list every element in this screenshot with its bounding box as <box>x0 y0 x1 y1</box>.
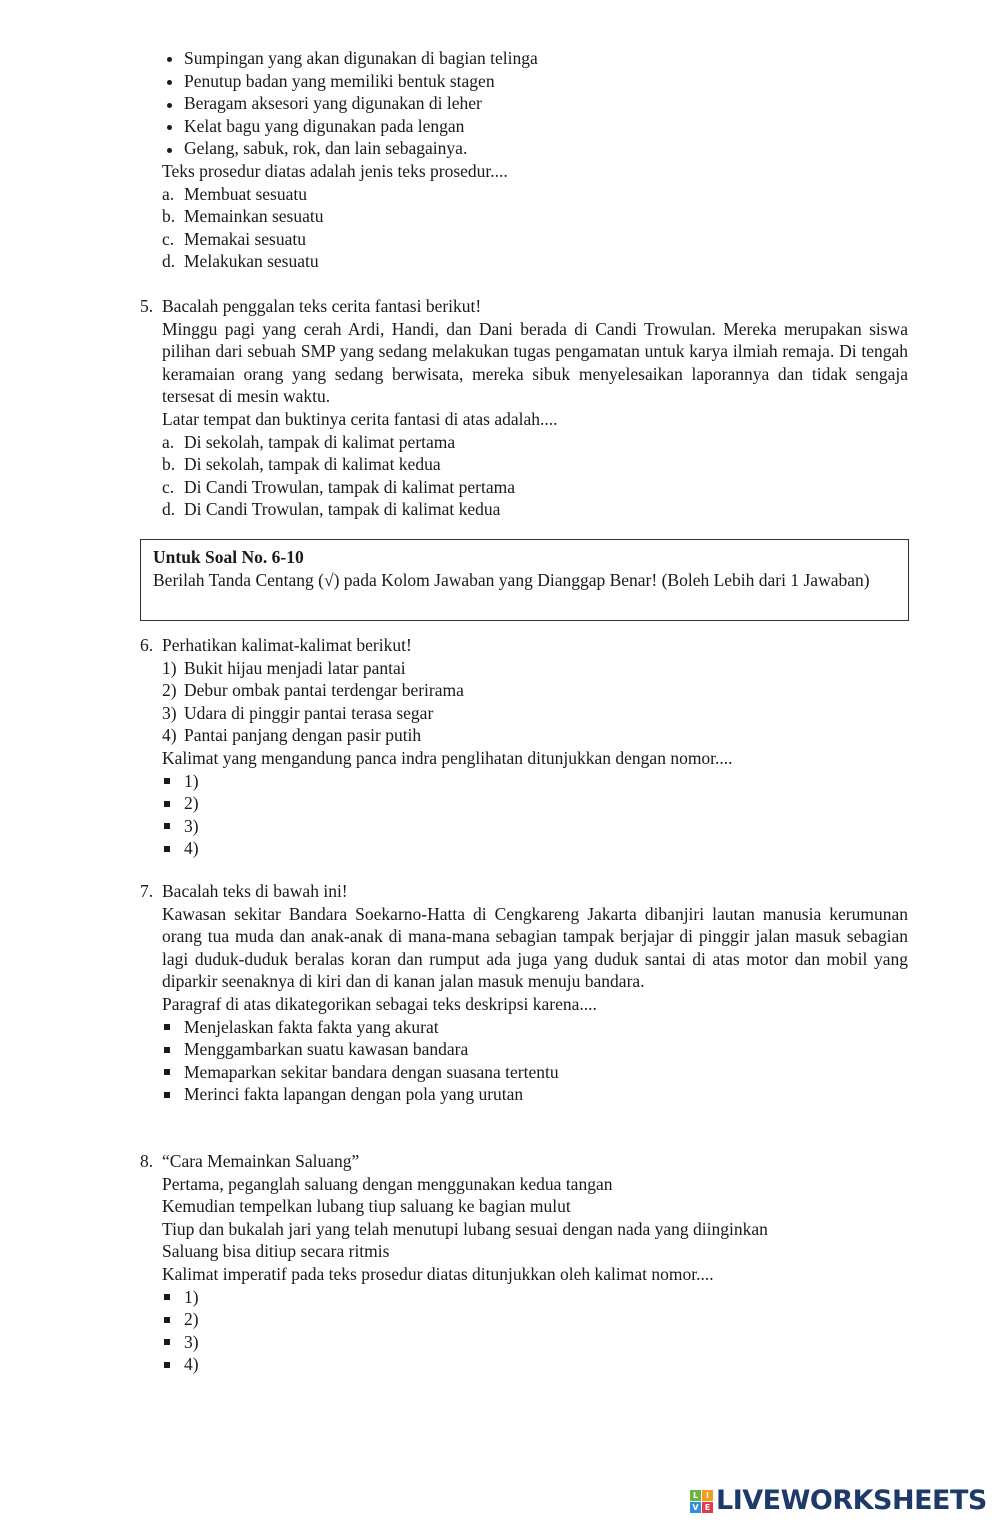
square-bullet-icon <box>162 1083 184 1106</box>
instruction-box <box>140 539 909 621</box>
square-bullet-icon <box>162 815 184 838</box>
bullet-dot-icon <box>162 92 184 115</box>
sentence-item: 4) Pantai panjang dengan pasir putih <box>162 725 422 746</box>
instruction-title: Untuk Soal No. 6-10 <box>153 547 304 567</box>
procedure-step: Pertama, peganglah saluang dengan menggunakan kedua tangan <box>162 1173 613 1194</box>
bullet-dot-icon <box>162 70 184 93</box>
sentence-item: 1) Bukit hijau menjadi latar pantai <box>162 657 406 678</box>
question-text: Kalimat imperatif pada teks prosedur diatas ditunjukkan oleh kalimat nomor.... <box>162 1263 714 1284</box>
square-bullet-icon <box>162 1061 184 1084</box>
answer-option-d[interactable]: d. Melakukan sesuatu <box>162 251 319 272</box>
question-6 <box>140 634 908 860</box>
question-prompt: 8. “Cara Memainkan Saluang” <box>140 1151 360 1171</box>
square-bullet-icon <box>162 792 184 815</box>
checkbox-option-4[interactable]: 4) <box>140 837 908 860</box>
checkbox-option-3[interactable]: 3) <box>140 815 908 838</box>
brand-name: LIVEWORKSHEETS <box>716 1485 987 1517</box>
bullet-dot-icon <box>162 47 184 70</box>
square-bullet-icon <box>162 1038 184 1061</box>
checkbox-option-4[interactable]: Merinci fakta lapangan dengan pola yang urutan <box>140 1083 908 1106</box>
answer-option-d[interactable]: d. Di Candi Trowulan, tampak di kalimat kedua <box>162 499 501 520</box>
answer-option-c[interactable]: c. Di Candi Trowulan, tampak di kalimat pertama <box>162 476 515 497</box>
passage: Kawasan sekitar Bandara Soekarno-Hatta di Cengkareng Jakarta dibanjiri lautan manusia kerumunan orang tua muda dan anak-anak di mana-mana sebagian tampak berjajar di pinggir jalan masuk sebagian lagi duduk-duduk beralas koran dan rumput ada juga yang duduk santai di atas motor dan mobil yang diparkir seenaknya di kiri dan di kanan jalan masuk menuju bandara. <box>162 903 908 992</box>
answer-option-b[interactable]: b. Memainkan sesuatu <box>162 206 324 227</box>
question-text: Kalimat yang mengandung panca indra penglihatan ditunjukkan dengan nomor.... <box>162 747 733 768</box>
answer-option-a[interactable]: a. Di sekolah, tampak di kalimat pertama <box>162 431 456 452</box>
bullet-item: Sumpingan yang akan digunakan di bagian telinga <box>140 47 908 70</box>
square-bullet-icon <box>162 1353 184 1376</box>
sentence-item: 2) Debur ombak pantai terdengar berirama <box>162 680 464 701</box>
bullet-dot-icon <box>162 137 184 160</box>
procedure-step: Saluang bisa ditiup secara ritmis <box>162 1241 390 1262</box>
question-prompt: 7. Bacalah teks di bawah ini! <box>140 881 348 901</box>
bullet-item: Kelat bagu yang digunakan pada lengan <box>140 115 908 138</box>
square-bullet-icon <box>162 1308 184 1331</box>
bullet-item: Penutup badan yang memiliki bentuk stagen <box>140 70 908 93</box>
square-bullet-icon <box>162 837 184 860</box>
checkbox-option-2[interactable]: 2) <box>140 792 908 815</box>
checkbox-option-2[interactable]: Menggambarkan suatu kawasan bandara <box>140 1038 908 1061</box>
checkbox-option-1[interactable]: Menjelaskan fakta fakta yang akurat <box>140 1016 908 1039</box>
question-text: Latar tempat dan buktinya cerita fantasi di atas adalah.... <box>162 408 558 429</box>
bullet-item: Beragam aksesori yang digunakan di leher <box>140 92 908 115</box>
answer-option-b[interactable]: b. Di sekolah, tampak di kalimat kedua <box>162 454 441 475</box>
square-bullet-icon <box>162 1286 184 1309</box>
procedure-step: Tiup dan bukalah jari yang telah menutupi lubang sesuai dengan nada yang diinginkan <box>162 1218 768 1239</box>
live-grid-icon: L I V E <box>690 1490 713 1513</box>
sentence-item: 3) Udara di pinggir pantai terasa segar <box>162 702 434 723</box>
checkbox-option-1[interactable]: 1) <box>140 1286 908 1309</box>
checkbox-option-3[interactable]: Memaparkan sekitar bandara dengan suasana tertentu <box>140 1061 908 1084</box>
bullet-dot-icon <box>162 115 184 138</box>
checkbox-option-4[interactable]: 4) <box>140 1353 908 1376</box>
question-prompt: 5. Bacalah penggalan teks cerita fantasi berikut! <box>140 296 482 316</box>
question-text: Teks prosedur diatas adalah jenis teks prosedur.... <box>162 160 508 181</box>
passage: Minggu pagi yang cerah Ardi, Handi, dan Dani berada di Candi Trowulan. Mereka merupakan siswa pilihan dari sebuah SMP yang sedang melakukan tugas pengamatan untuk karya ilmiah remaja. Di tengah keramaian orang yang sedang berwisata, mereka sibuk menyelesaikan laporannya dan tidak sengaja tersesat di mesin waktu. <box>162 318 908 407</box>
question-text: Paragraf di atas dikategorikan sebagai teks deskripsi karena.... <box>162 993 597 1014</box>
answer-option-a[interactable]: a. Membuat sesuatu <box>162 183 307 204</box>
square-bullet-icon <box>162 1016 184 1039</box>
square-bullet-icon <box>162 770 184 793</box>
question-8 <box>140 1150 908 1376</box>
procedure-step: Kemudian tempelkan lubang tiup saluang ke bagian mulut <box>162 1196 571 1217</box>
bullet-item: Gelang, sabuk, rok, dan lain sebagainya. <box>140 137 908 160</box>
answer-option-c[interactable]: c. Memakai sesuatu <box>162 228 306 249</box>
square-bullet-icon <box>162 1331 184 1354</box>
question-7 <box>140 880 908 1106</box>
question-4-continued <box>140 47 908 273</box>
question-prompt: 6. Perhatikan kalimat-kalimat berikut! <box>140 635 412 655</box>
question-5 <box>140 295 908 521</box>
checkbox-option-3[interactable]: 3) <box>140 1331 908 1354</box>
checkbox-option-1[interactable]: 1) <box>140 770 908 793</box>
liveworksheets-logo <box>690 1485 987 1517</box>
checkbox-option-2[interactable]: 2) <box>140 1308 908 1331</box>
instruction-text: Berilah Tanda Centang (√) pada Kolom Jawaban yang Dianggap Benar! (Boleh Lebih dari 1 Jawaban) <box>153 569 870 590</box>
